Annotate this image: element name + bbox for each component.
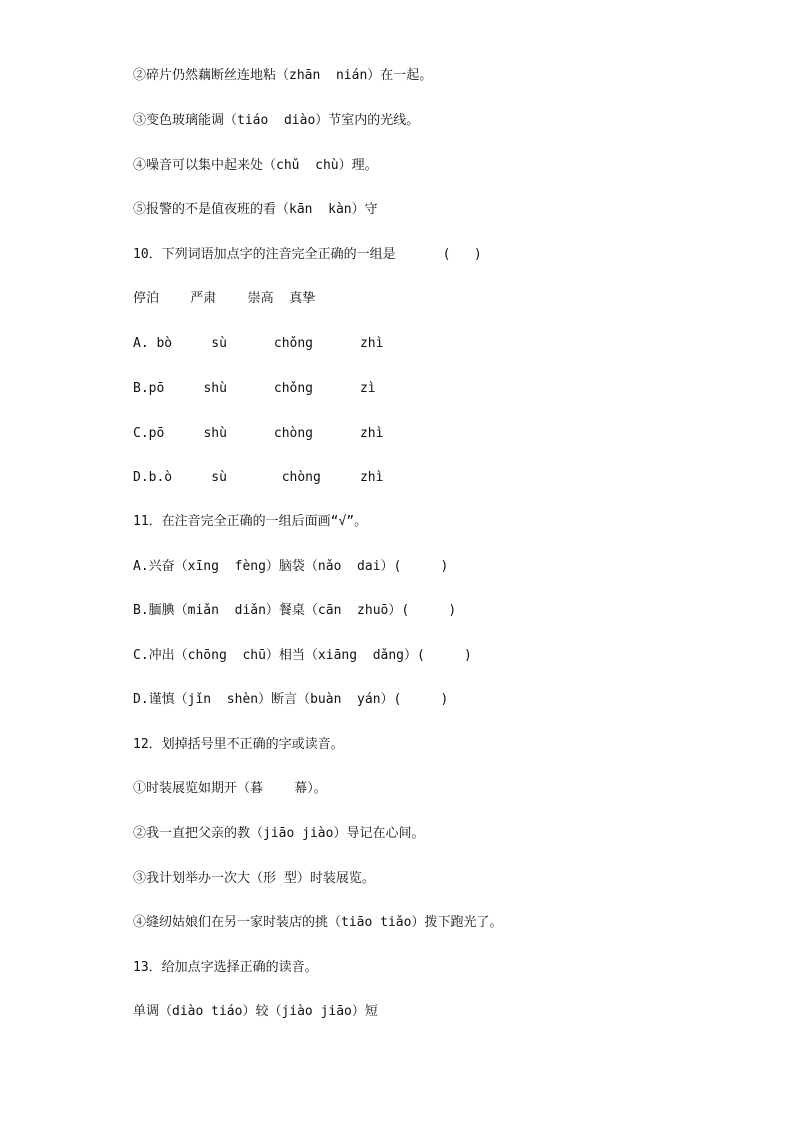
question-10-option-c: C.pō shù chòng zhì: [133, 426, 384, 441]
item-9-option-3: ③变色玻璃能调（tiáo diào）节室内的光线。: [133, 113, 420, 128]
item-9-option-4: ④噪音可以集中起来处（chǔ chù）理。: [133, 158, 378, 173]
question-13-title: 13．给加点字选择正确的读音。: [133, 960, 318, 975]
question-10-words: 停泊 严肃 崇高 真挚: [133, 291, 316, 306]
question-12-item-3: ③我计划举办一次大（形 型）时装展览。: [133, 871, 375, 886]
question-12-item-1: ①时装展览如期开（暮 幕）。: [133, 781, 327, 796]
question-10-option-d: D.b.ò sù chòng zhì: [133, 470, 384, 485]
question-12-item-4: ④缝纫姑娘们在另一家时装店的挑（tiāo tiǎo）拨下跑光了。: [133, 915, 503, 930]
question-10-option-a: A. bò sù chǒng zhì: [133, 336, 384, 351]
question-10-title: 10．下列词语加点字的注音完全正确的一组是 ( ): [133, 247, 482, 262]
question-11-option-d: D.谨慎（jǐn shèn）断言（buàn yán）( ): [133, 692, 449, 707]
question-11-option-a: A.兴奋（xīng fèng）脑袋（nǎo dai）( ): [133, 559, 449, 574]
question-10-option-b: B.pō shù chǒng zì: [133, 381, 376, 396]
item-9-option-2: ②碎片仍然藕断丝连地粘（zhān nián）在一起。: [133, 68, 433, 83]
question-11-title: 11．在注音完全正确的一组后面画“√”。: [133, 514, 368, 529]
question-12-title: 12．划掉括号里不正确的字或读音。: [133, 737, 344, 752]
item-9-option-5: ⑤报警的不是值夜班的看（kān kàn）守: [133, 202, 378, 217]
question-11-option-b: B.腼腆（miǎn diǎn）餐桌（cān zhuō）( ): [133, 603, 457, 618]
question-11-option-c: C.冲出（chōng chū）相当（xiāng dǎng）( ): [133, 648, 472, 663]
question-13-item-1: 单调（diào tiáo）较（jiào jiāo）短: [133, 1004, 378, 1019]
question-12-item-2: ②我一直把父亲的教（jiāo jiào）导记在心间。: [133, 826, 425, 841]
